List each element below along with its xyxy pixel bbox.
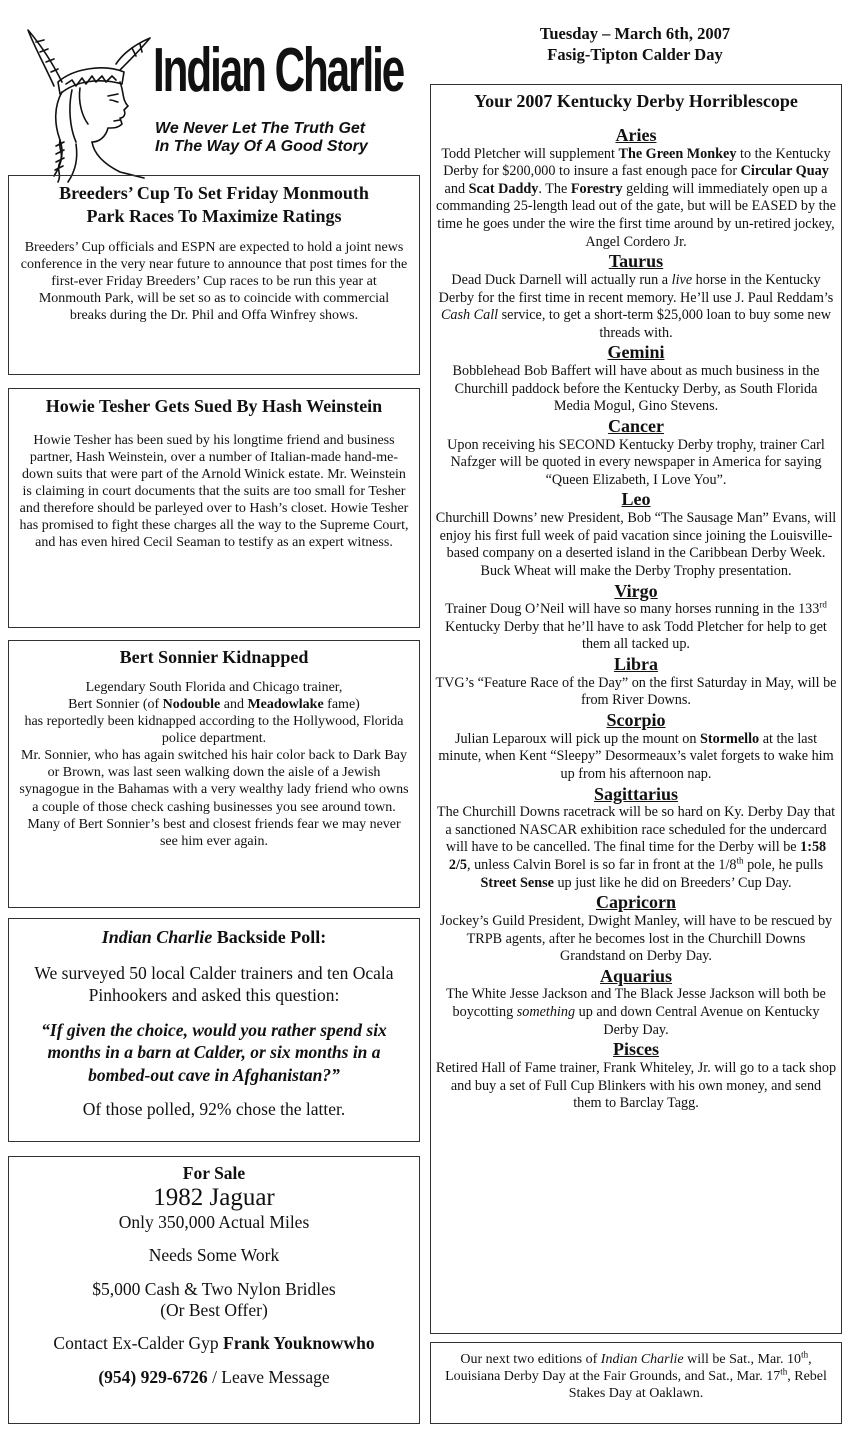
poll-question: “If given the choice, would you rather spend six months in a barn at Calder, or six months in a bombed-out cave in Afghanistan?” (41, 1019, 387, 1085)
ad-condition: Needs Some Work (148, 1245, 280, 1266)
race-time: 1:58 2/5 (448, 839, 827, 874)
cancer-text: Upon receiving his SECOND Kentucky Derby trophy, trainer Carl Nafzger will be quoted in every newspaper in America for saying “Queen Elizabeth, I Love You”. (447, 436, 825, 488)
text: service, to get a short-term $25,000 loan to buy some new threads with. (498, 307, 832, 341)
ordinal-suffix: th (780, 1366, 788, 1377)
article-headline: Bert Sonnier Kidnapped (119, 647, 309, 667)
horse-name: The Green Monkey (618, 145, 737, 162)
contact-text: Contact Ex-Calder Gyp (53, 1333, 224, 1354)
breeders-cup-article (8, 175, 420, 375)
issue-date: Tuesday – March 6th, 2007 (539, 24, 731, 43)
pisces-text: Retired Hall of Fame trainer, Frank Whiteley, Jr. will go to a tack shop and buy a set of Full Cup Blinkers with his own money, and send them to Barclay Tagg. (435, 1059, 837, 1112)
article-headline (19, 182, 409, 227)
text: will be Sat., Mar. 10 (683, 1352, 802, 1367)
howie-tesher-article (8, 388, 420, 628)
body-text: and (220, 697, 248, 713)
bert-sonnier-article (8, 640, 420, 908)
emphasis: Cash Call (440, 307, 499, 324)
sign-libra: Libra (613, 654, 658, 675)
text: Todd Pletcher will supplement (441, 145, 619, 162)
text: , unless Calvin Borel is so far in front at the 1/8 (466, 857, 737, 874)
body-text: fame) (323, 697, 360, 713)
taurus-text (435, 272, 837, 342)
horse-name: Circular Quay (740, 163, 829, 180)
scorpio-text (435, 731, 837, 784)
phone-number: (954) 929-6726 (98, 1366, 208, 1387)
sign-gemini: Gemini (607, 342, 665, 363)
horse-name: Scat Daddy (468, 180, 539, 197)
text: Our next two editions of (460, 1352, 601, 1367)
article-body (17, 679, 411, 850)
leo-text: Churchill Downs’ new President, Bob “The Sausage Man” Evans, will enjoy his first full week of paid vacation since joining the Louisville-based company on a deserted island in the Caribbean Derby Week. Buck Wheat will make the Derby Trophy presentation. (435, 510, 837, 579)
ad-price: $5,000 Cash & Two Nylon Bridles (92, 1278, 336, 1299)
article-body: Breeders’ Cup officials and ESPN are expected to hold a joint news conference in the very near future to announce that post times for the first-ever Friday Breeders’ Cup races to be run this year at Monmouth Park, will be set so as to coincide with commercial breaks during the Dr. Phil and Offa Winfrey shows. (20, 240, 408, 324)
sign-aquarius: Aquarius (599, 965, 673, 986)
sign-virgo: Virgo (614, 580, 658, 601)
headline-line-1: Breeders’ Cup To Set Friday Monmouth (59, 183, 369, 203)
ad-item: 1982 Jaguar (153, 1184, 275, 1212)
text: The White Jesse Jackson and The Black Jesse Jackson will both be boycotting (446, 986, 826, 1021)
text: Dead Duck Darnell will actually run a (451, 271, 672, 288)
text: to the Kentucky Derby for $200,000 to insure a fast enough pace for (443, 145, 831, 180)
issue-event: Fasig-Tipton Calder Day (547, 44, 723, 64)
derby-horriblescope (430, 84, 842, 1334)
body-line: Legendary South Florida and Chicago trainer, (85, 679, 343, 695)
ad-contact (17, 1333, 411, 1354)
horse-name: Forestry (570, 180, 623, 197)
ordinal-suffix: th (736, 855, 744, 866)
publication-name: Indian Charlie (600, 1352, 684, 1367)
masthead-tagline (155, 120, 368, 157)
next-editions-notice (430, 1342, 842, 1424)
body-text: Bert Sonnier (of (68, 697, 163, 713)
article-body: Howie Tesher has been sued by his longtime friend and business partner, Hash Weinstein, over a number of Italian-made hand-me-down suits that were part of the Arnold Winick estate. Mr. Weinstein is claiming in court documents that the suits are too small for Tesher and therefore should be parleyed over to Hash’s closet. Howie Tesher has promised to fight these charges all the way to the Supreme Court, and has even hired Cecil Seaman to testify as an expert witness. (19, 432, 409, 551)
poll-title (17, 927, 411, 949)
libra-text: TVG’s “Feature Race of the Day” on the first Saturday in May, will be from River Downs. (435, 674, 837, 709)
article-headline: Howie Tesher Gets Sued By Hash Weinstein (45, 396, 383, 416)
ordinal-suffix: th (801, 1349, 809, 1360)
poll-intro: We surveyed 50 local Calder trainers and ten Ocala Pinhookers and asked this question: (34, 962, 394, 1006)
sign-sagittarius: Sagittarius (593, 783, 678, 804)
sign-cancer: Cancer (608, 415, 664, 436)
text: gelding will immediately open up a commanding 25-length lead out of the gate, but will be EASED by the time he goes under the wire the first time around by un-retired jockey, Angel Cordero Jr. (436, 180, 836, 250)
poll-title-italic: Indian Charlie (101, 927, 213, 947)
horse-name: Nodouble (162, 697, 221, 713)
masthead-title: Indian Charlie (153, 36, 404, 105)
sign-scorpio: Scorpio (606, 710, 666, 730)
text: The Churchill Downs racetrack will be so hard on Ky. Derby Day that a sanctioned NASCAR exhibition race scheduled for the undercard will have to be cancelled. The final time for the Derby will be (436, 804, 836, 856)
tagline-line-2: In The Way Of A Good Story (155, 138, 368, 156)
ad-heading: For Sale (182, 1163, 246, 1183)
poll-title-rest: Backside Poll: (212, 927, 327, 947)
text: . The (538, 180, 571, 197)
text: Kentucky Derby that he’ll have to ask Todd Pletcher for help to get them all tacked up. (445, 618, 827, 653)
text: horse in the Kentucky Derby for the first time in recent memory. He’ll use J. Paul Reddam’s (438, 271, 834, 306)
horse-name: Stormello (700, 730, 760, 747)
text: pole, he pulls (743, 857, 824, 874)
horoscope-title: Your 2007 Kentucky Derby Horriblescope (474, 91, 798, 111)
horse-name: Meadowlake (247, 697, 324, 713)
ad-miles: Only 350,000 Actual Miles (118, 1211, 310, 1232)
for-sale-ad (8, 1156, 420, 1424)
phone-note: / Leave Message (207, 1366, 330, 1387)
sign-aries: Aries (615, 124, 657, 145)
contact-name: Frank Youknowwho (223, 1333, 375, 1354)
sign-pisces: Pisces (613, 1039, 659, 1060)
text: Trainer Doug O’Neil will have so many horses running in the 133 (445, 601, 820, 618)
poll-result: Of those polled, 92% chose the latter. (82, 1098, 346, 1119)
notice-text (437, 1351, 835, 1402)
sagittarius-text (435, 804, 837, 892)
ad-offer: (Or Best Offer) (160, 1299, 268, 1320)
capricorn-text: Jockey’s Guild President, Dwight Manley, will have to be rescued by TRPB agents, after he becomes lost in the Churchill Downs Grandstand on Derby Day. (439, 912, 833, 965)
text: at the last minute, when Kent “Sleepy” Desormeaux’s valet forgets to wake him up from his afternoon nap. (438, 730, 834, 782)
text: up just like he did on Breeders’ Cup Day. (553, 874, 792, 891)
text: , Rebel Stakes Day at Oaklawn. (568, 1369, 827, 1402)
sign-leo: Leo (621, 489, 651, 510)
body-line: has reportedly been kidnapped according to the Hollywood, Florida police department. (24, 714, 404, 747)
emphasis: live (671, 271, 693, 288)
issue-date-header (455, 24, 815, 65)
virgo-text (435, 601, 837, 654)
indian-head-logo (24, 24, 154, 184)
aries-text (435, 146, 837, 252)
horse-name: Street Sense (480, 874, 554, 891)
backside-poll (8, 918, 420, 1142)
headline-line-2: Park Races To Maximize Ratings (86, 205, 342, 226)
aquarius-text (435, 986, 837, 1039)
emphasis: something (516, 1004, 576, 1021)
text: and (444, 180, 469, 197)
body-line: Mr. Sonnier, who has again switched his hair color back to Dark Bay or Brown, was last seen walking down the aisle of a Jewish synagogue in the Bahamas with a very wealthy lady friend who owns a couple of those check cashing businesses you see around town. Many of Bert Sonnier’s best and closest friends fear we may never see him ever again. (19, 748, 409, 849)
text: , Louisiana Derby Day at the Fair Grounds, and Sat., Mar. 17 (445, 1352, 812, 1385)
sign-taurus: Taurus (608, 251, 664, 272)
gemini-text: Bobblehead Bob Baffert will have about as much business in the Churchill paddock before the Kentucky Derby, as South Florida Media Mogul, Gino Stevens. (452, 363, 820, 415)
text: up and down Central Avenue on Kentucky Derby Day. (575, 1004, 820, 1038)
ad-phone (17, 1367, 411, 1388)
text: Julian Leparoux will pick up the mount on (454, 730, 701, 747)
tagline-line-1: We Never Let The Truth Get (155, 120, 366, 137)
sign-capricorn: Capricorn (596, 892, 676, 913)
ordinal-suffix: rd (819, 599, 827, 610)
